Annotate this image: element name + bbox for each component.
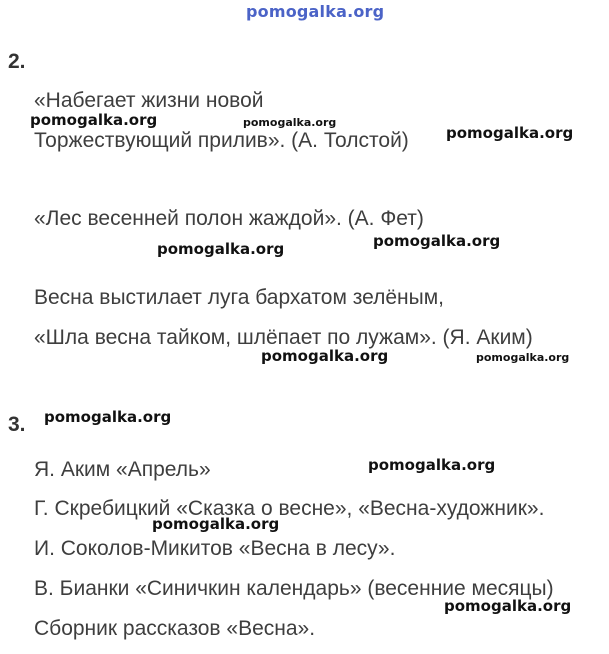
watermark: pomogalka.org [261,347,389,365]
section-2-line-2: Торжествующий прилив». (А. Толстой) [34,129,409,152]
watermark: pomogalka.org [152,515,280,533]
section-3-line-3: И. Соколов-Микитов «Весна в лесу». [34,537,396,560]
section-2-line-5: «Шла весна тайком, шлёпает по лужам». (Я. Аким) [34,326,533,349]
watermark: pomogalka.org [444,597,572,615]
watermark: pomogalka.org [157,240,285,258]
watermark: pomogalka.org [476,351,570,364]
section-3-line-1: Я. Аким «Апрель» [34,458,211,481]
section-2-line-3: «Лес весенней полон жаждой». (А. Фет) [34,207,424,230]
top-watermark: pomogalka.org [246,2,385,21]
watermark: pomogalka.org [30,111,158,129]
section-3-line-5: Сборник рассказов «Весна». [34,617,316,640]
section-3-line-4: В. Бианки «Синичкин календарь» (весенние месяцы) [34,577,554,600]
watermark: pomogalka.org [368,456,496,474]
section-3-line-2: Г. Скребицкий «Сказка о весне», «Весна-художник». [34,497,545,520]
watermark: pomogalka.org [44,408,172,426]
watermark: pomogalka.org [446,124,574,142]
section-2-number: 2. [8,50,26,73]
section-3-number: 3. [8,413,26,436]
watermark: pomogalka.org [243,116,337,129]
section-2-line-1: «Набегает жизни новой [34,89,264,112]
watermark: pomogalka.org [373,232,501,250]
section-2-line-4: Весна выстилает луга бархатом зелёным, [34,286,444,309]
